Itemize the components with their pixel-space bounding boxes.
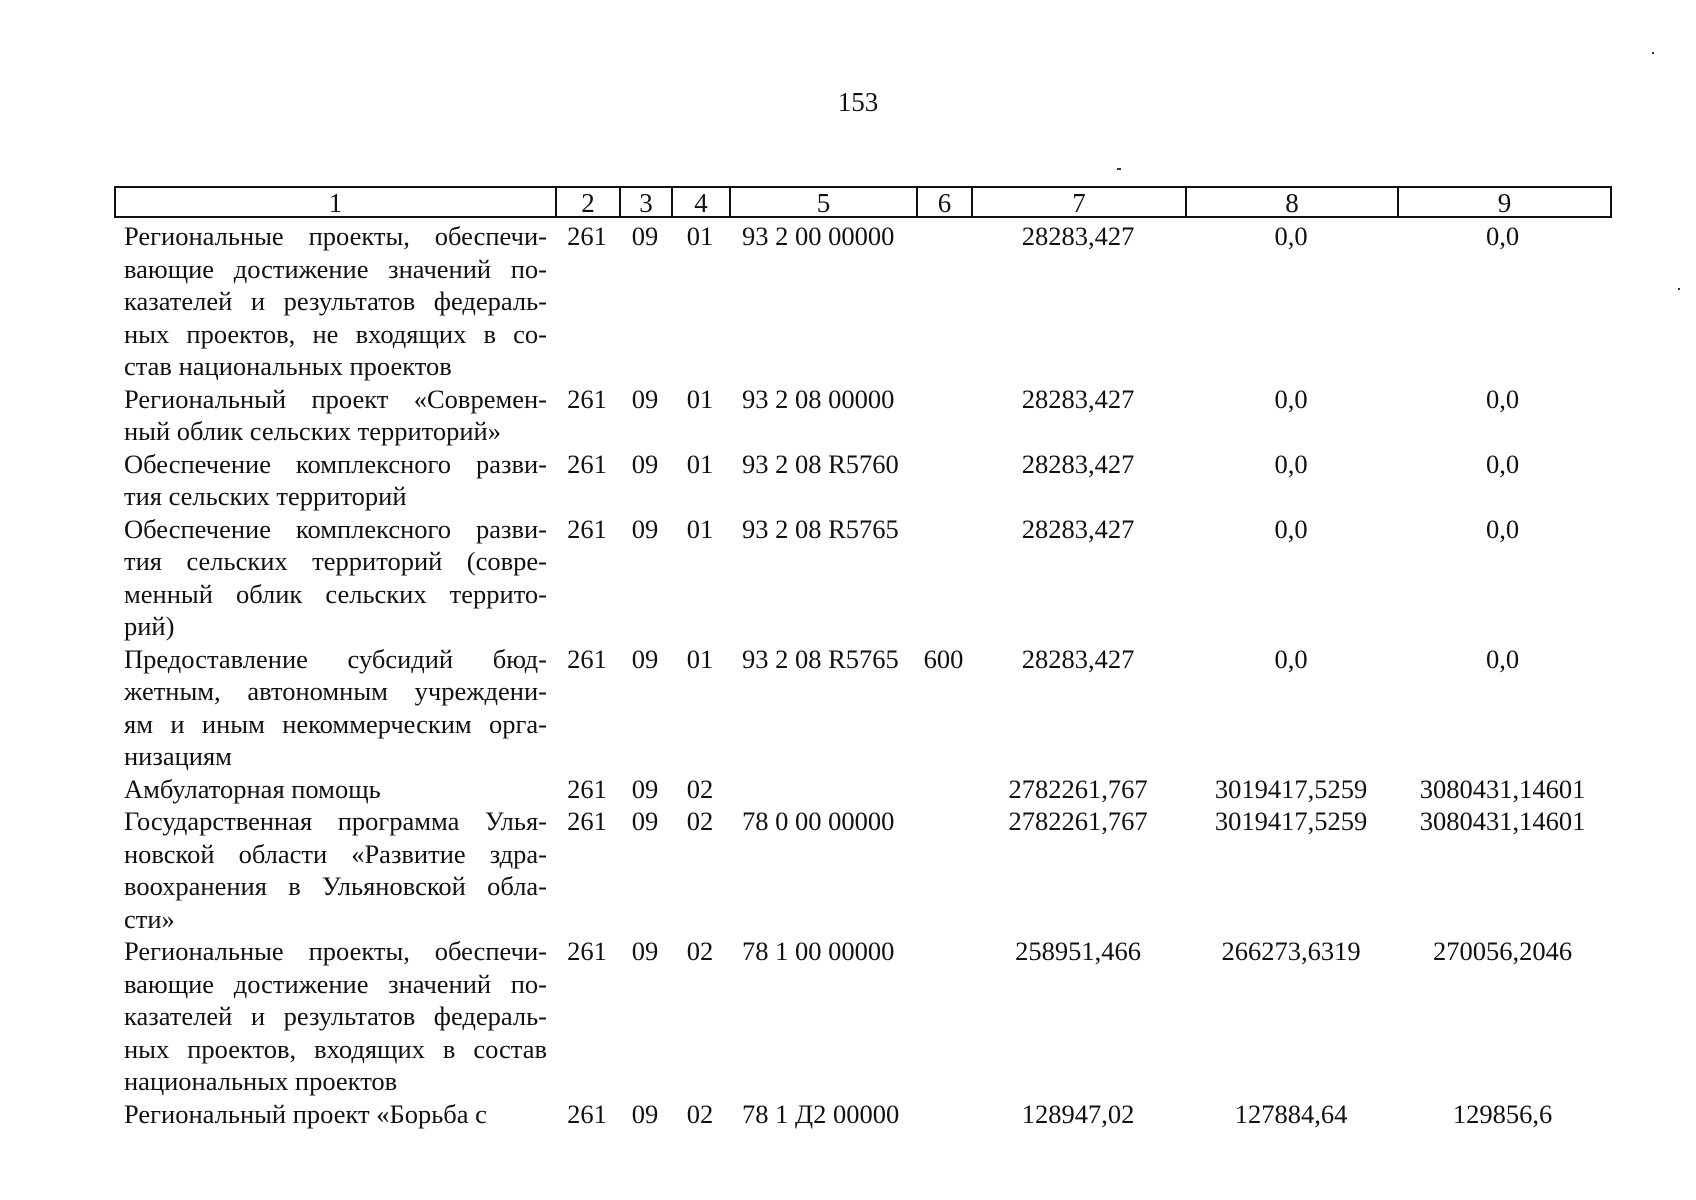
cell-c5: 93 2 08 R5765 (742, 643, 899, 674)
cell-c4: 02 (686, 936, 714, 966)
header-col-7: 7 (973, 188, 1187, 216)
cell-c4: 02 (686, 773, 714, 804)
cell-c4: 01 (686, 513, 714, 544)
row-label-line: ям и иным некоммерческим орга- (124, 708, 547, 739)
row-label-line: воохранения в Ульяновской обла- (124, 871, 547, 901)
row-label-line: тия сельских территорий (совре- (124, 546, 547, 576)
row-label (114, 1098, 555, 1131)
cell-c4: 01 (686, 643, 714, 674)
table-row (114, 513, 1612, 643)
table-header (114, 186, 1612, 218)
cell-c8: 3019417,5259 (1214, 773, 1368, 804)
table-row (114, 643, 1612, 773)
cell-c2: 261 (567, 513, 607, 544)
row-label-line: Обеспечение комплексного разви- (124, 513, 547, 544)
cell-c3: 09 (631, 806, 659, 836)
scan-speck (1652, 52, 1654, 54)
row-label-line: Обеспечение комплексного разви- (124, 448, 547, 479)
header-col-3: 3 (621, 188, 673, 216)
cell-c5: 78 1 Д2 00000 (742, 1098, 900, 1129)
header-col-1: 1 (116, 188, 557, 216)
cell-c7: 258951,466 (1015, 936, 1141, 966)
cell-c2: 261 (567, 936, 607, 966)
row-label-line: казателей и результатов федераль- (124, 1001, 547, 1031)
header-col-6: 6 (918, 188, 973, 216)
cell-c8: 3019417,5259 (1214, 806, 1368, 836)
row-label (114, 773, 555, 806)
table-row (114, 935, 1612, 1098)
table-row (114, 448, 1612, 513)
row-label-line: Региональные проекты, обеспечи- (124, 221, 547, 251)
row-label (114, 220, 555, 383)
cell-c4: 02 (686, 806, 714, 836)
row-label-line: ных проектов, входящих в состав (124, 1033, 547, 1064)
row-label-line: Региональные проекты, обеспечи- (124, 936, 547, 966)
cell-c7: 28283,427 (1021, 513, 1135, 544)
row-label-line: Государственная программа Улья- (124, 806, 547, 836)
row-label-line: Региональный проект «Борьба с (124, 1098, 487, 1129)
cell-c2: 261 (567, 773, 607, 804)
cell-c7: 128947,02 (1021, 1098, 1135, 1129)
row-label-line: став национальных проектов (124, 351, 452, 381)
cell-c7: 28283,427 (1021, 383, 1135, 414)
cell-c3: 09 (631, 643, 659, 674)
scan-speck (1678, 288, 1680, 290)
row-label-line: менный облик сельских террито- (124, 578, 547, 609)
header-col-5: 5 (731, 188, 918, 216)
row-label (114, 643, 555, 773)
row-label-line: сти» (124, 903, 175, 934)
row-label-line: вающие достижение значений по- (124, 968, 547, 999)
cell-c9: 3080431,14601 (1419, 806, 1586, 836)
cell-c2: 261 (567, 221, 607, 251)
cell-c2: 261 (567, 643, 607, 674)
cell-c9: 0,0 (1485, 643, 1520, 674)
row-label (114, 448, 555, 513)
row-label (114, 805, 555, 935)
cell-c4: 01 (686, 221, 714, 251)
cell-c9: 270056,2046 (1432, 936, 1573, 966)
row-label-line: Региональный проект «Современ- (124, 383, 547, 414)
cell-c3: 09 (631, 448, 659, 479)
header-col-9: 9 (1497, 188, 1512, 218)
cell-c7: 28283,427 (1021, 448, 1135, 479)
cell-c2: 261 (567, 448, 607, 479)
row-label-line: казателей и результатов федераль- (124, 286, 547, 316)
table-row (114, 805, 1612, 935)
row-label (114, 513, 555, 643)
cell-c2: 261 (567, 806, 607, 836)
row-label-line: Предоставление субсидий бюд- (124, 643, 547, 674)
cell-c3: 09 (631, 936, 659, 966)
row-label-line: новской области «Развитие здра- (124, 838, 547, 869)
cell-c4: 02 (686, 1098, 714, 1129)
cell-c2: 261 (567, 383, 607, 414)
row-label-line: жетным, автономным учреждени- (124, 676, 547, 706)
cell-c7: 2782261,767 (1008, 773, 1148, 804)
row-label-line: ный облик сельских территорий» (124, 416, 501, 446)
cell-c3: 09 (631, 773, 659, 804)
cell-c5 (729, 773, 916, 806)
cell-c7: 2782261,767 (1008, 806, 1148, 836)
table-row (114, 1098, 1612, 1131)
row-label-line: рий) (124, 611, 175, 641)
table-row (114, 220, 1612, 383)
row-label (114, 935, 555, 1098)
cell-c6 (916, 1098, 971, 1131)
cell-c9: 0,0 (1485, 221, 1520, 251)
row-label (114, 383, 555, 448)
cell-c6 (916, 220, 971, 383)
cell-c9: 3080431,14601 (1419, 773, 1586, 804)
cell-c4: 01 (686, 448, 714, 479)
cell-c8: 127884,64 (1234, 1098, 1348, 1129)
cell-c9: 0,0 (1485, 448, 1520, 479)
header-col-8: 8 (1187, 188, 1399, 216)
cell-c7: 28283,427 (1021, 643, 1135, 674)
cell-c6 (916, 773, 971, 806)
cell-c5: 78 1 00 00000 (742, 936, 895, 966)
cell-c8: 0,0 (1274, 448, 1308, 479)
cell-c8: 0,0 (1274, 221, 1308, 251)
cell-c3: 09 (631, 221, 659, 251)
table-row (114, 773, 1612, 806)
cell-c6 (916, 805, 971, 935)
cell-c5: 93 2 00 00000 (742, 221, 895, 251)
cell-c6 (916, 513, 971, 643)
header-col-4: 4 (673, 188, 731, 216)
scan-speck (1117, 168, 1121, 170)
cell-c2: 261 (567, 1098, 607, 1129)
row-label-line: тия сельских территорий (124, 481, 407, 511)
cell-c9: 0,0 (1485, 513, 1520, 544)
cell-c9: 129856,6 (1452, 1098, 1553, 1129)
cell-c6: 600 (923, 643, 964, 674)
row-label-line: ных проектов, не входящих в со- (124, 318, 547, 349)
cell-c7: 28283,427 (1021, 221, 1135, 251)
cell-c6 (916, 935, 971, 1098)
table-body (114, 220, 1612, 1130)
cell-c5: 93 2 08 R5765 (742, 513, 899, 544)
cell-c8: 0,0 (1274, 383, 1308, 414)
row-label-line: вающие достижение значений по- (124, 253, 547, 284)
cell-c8: 0,0 (1274, 513, 1308, 544)
cell-c6 (916, 448, 971, 513)
row-label-line: национальных проектов (124, 1066, 398, 1096)
page-number: 153 (837, 87, 879, 117)
cell-c8: 266273,6319 (1221, 936, 1361, 966)
cell-c5: 93 2 08 00000 (742, 383, 895, 414)
cell-c6 (916, 383, 971, 448)
cell-c5: 78 0 00 00000 (742, 806, 895, 836)
row-label-line: Амбулаторная помощь (124, 773, 381, 804)
cell-c3: 09 (631, 513, 659, 544)
cell-c3: 09 (631, 1098, 659, 1129)
cell-c4: 01 (686, 383, 714, 414)
cell-c9: 0,0 (1485, 383, 1520, 414)
cell-c5: 93 2 08 R5760 (742, 448, 899, 479)
table-row (114, 383, 1612, 448)
cell-c8: 0,0 (1274, 643, 1308, 674)
header-col-2: 2 (557, 188, 621, 216)
row-label-line: низациям (124, 741, 232, 771)
cell-c3: 09 (631, 383, 659, 414)
